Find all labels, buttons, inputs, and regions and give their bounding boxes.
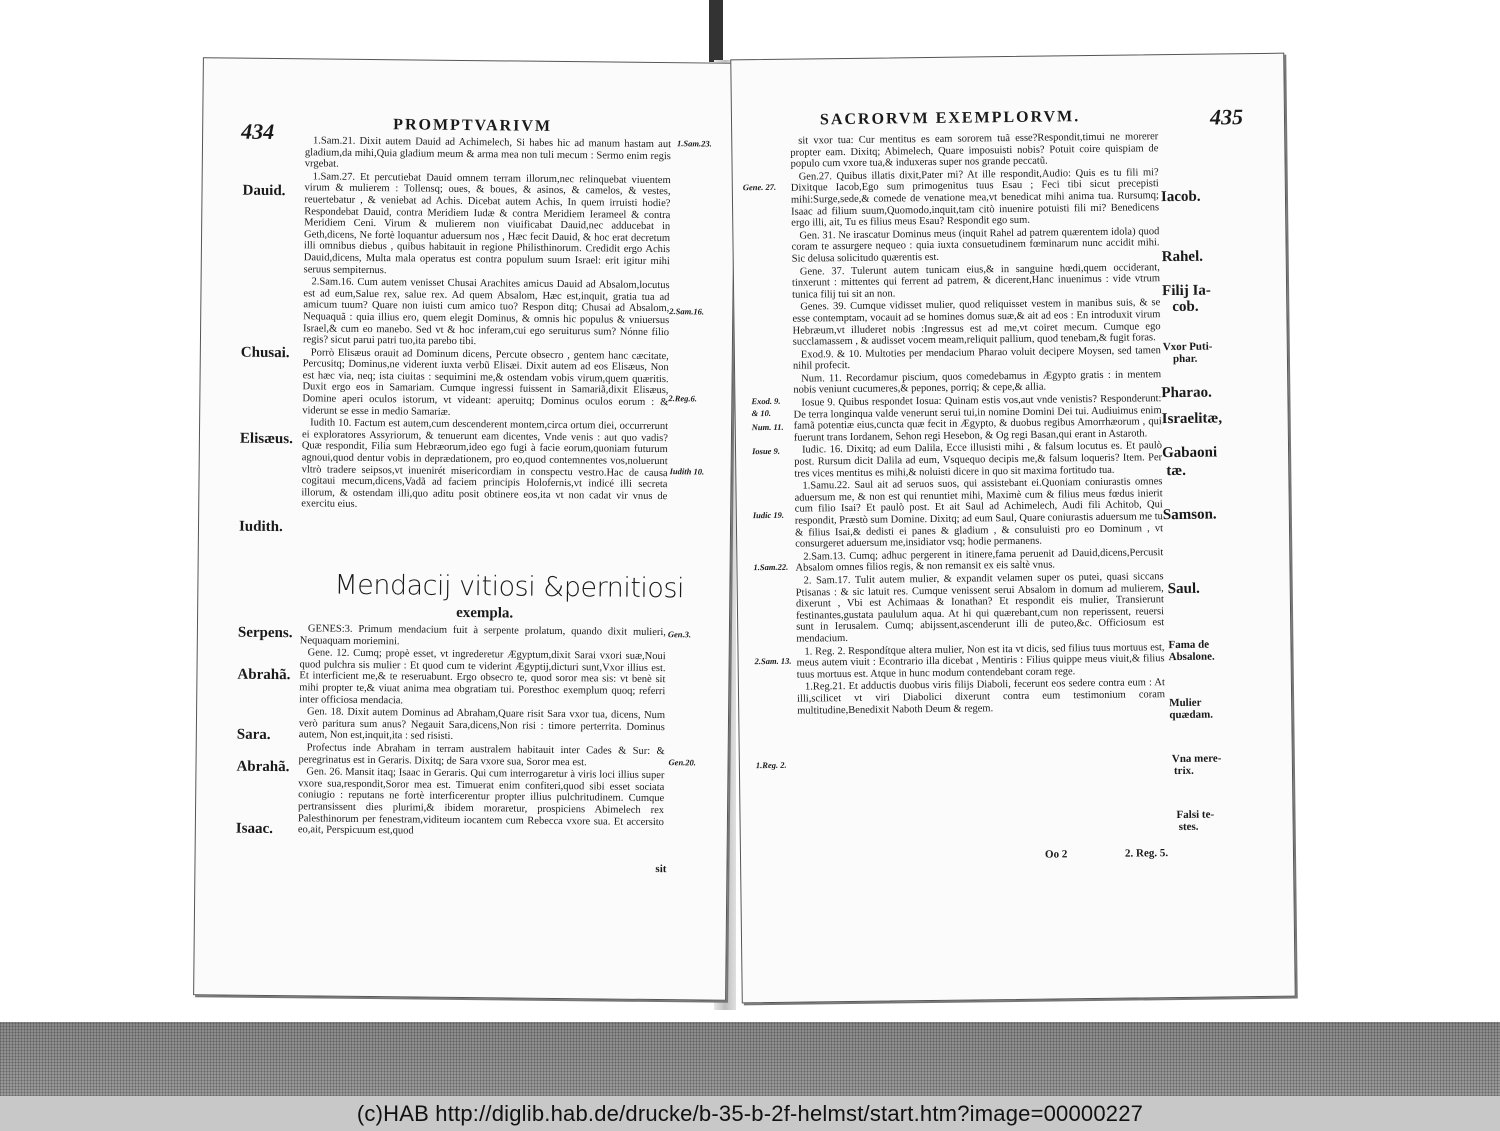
margin-ref: Iudic 19. [752,509,785,521]
margin-name: tæ. [1166,462,1186,480]
running-head: SACRORVM EXEMPLORVM. [819,108,1081,129]
margin-ref: 2.Reg.6. [668,393,698,404]
margin-name: Filij Ia- [1162,282,1211,300]
margin-name: Fama de [1168,638,1210,652]
margin-name: stes. [1178,820,1199,833]
signature-mark: Oo 2 [1044,848,1068,861]
margin-ref: Iosue 9. [751,445,780,457]
catchword: 2. Reg. 5. [1124,847,1169,860]
paragraph: 2. Sam.17. Tulit autem mulier, & expandit velamen super os putei, quasi siccans Ptisanas : & sic latuit res. Cumque venissent serui Absalom in domum ad mulierem, dixerunt , Vbi est Achimaas & Ionathan? Et respondit eis mulier, Transierunt festinantes,gustata paululum aqua. At hi qui quærebant,cum non reperissent, reuersi sunt in Ierusalem. Cumq; abijssent,ascenderunt illi de puteo,&c. Officiosum est mendacium. [795,571,1165,645]
paragraph: 1. Reg. 2. Respondítque altera mulier, Non est ita vt dicis, sed filius tuus mortuus est, meus autem viuit : Econtrario illa dicebat , Mentiris : Filius quippe meus viuit,& filius tuus mortuus est. Atque in hunc modum contendebant coram rege. [796,641,1165,681]
margin-name: cob. [1172,298,1199,316]
paragraph: 2.Sam.16. Cum autem venisset Chusai Arachites amicus Dauid ad Absalom,locutus est ad eum,Salue rex, salue rex. Ad quem Absalom, Hæc est,inquit, gratia tua ad amicum tuum? Quare non iuisti cum amico tuo? Respon ditq; Chusai ad Absalom, Nequaquã : quia illius ero, quem elegit Dominus, & omnis hic populus & vniuersus Israel,& cum eo manebo. Sed vt & hoc inferam,cui ego seruiturus sum? Nónne filio regis? sicut parui patri tuo,ita parebo tibi. [302,276,670,348]
paragraph: Gen. 31. Ne irascatur Dominus meus (inquit Rahel ad patrem quærentem idola) quod coram te assurgere nequeo : quia iuxta consuetudinem fœminarum nunc accidit mihi. Sic delusa solicitudo quærentis est. [791,225,1160,265]
margin-ref: 1.Reg. 2. [755,759,787,771]
paragraph: Gene. 37. Tulerunt autem tunicam eius,& in sanguine hœdi,quem occiderant, tinxerunt : mittentes qui ferrent ad patrem, & dicerent,Hanc inuenimus : vide vtrum tunica filij tui sit an non. [791,261,1161,301]
paragraph: Gen. 26. Mansit itaq; Isaac in Geraris. Qui cum interrogaretur à viris loci illius super vxore sua,respondit,Soror mea est. Timuerat enim confiteri,quod sibi esset sociata coniugio : reputans ne fortè interficerentur propter illius pulchritudinem. Cumque pertransissent dies plurimi,& ibidem moraretur, prospiciens Abimelech rex Palesthinorum per fenestram,viditeum iocantem cum Rebecca vxore sua. Et accersito eo,ait, Perspicuum est,quod [297,766,665,837]
margin-name: Iudith. [238,518,283,536]
margin-name: Israelitæ, [1161,410,1223,428]
paragraph: Exod.9. & 10. Multoties per mendacium Pharao voluit decipere Moysen, sed tamen nihil profecit. [792,344,1161,372]
margin-name: Serpens. [237,624,293,642]
margin-name: Abrahã. [237,666,291,684]
margin-ref: & 10. [751,407,772,419]
margin-ref: 1.Sam.23. [676,138,712,149]
catchword: sit [655,863,667,876]
right-page [730,53,1295,1004]
running-head: PROMPTVARIVM [393,116,553,135]
paragraph: Profectus inde Abraham in terram australem habitauit inter Cades & Sur: & peregrinatus est in Geraris. Dixitq; de Sara vxore sua, Soror mea est. [298,742,665,768]
margin-name: Falsi te- [1176,808,1215,822]
margin-ref: Gen.20. [668,757,697,768]
paragraph: Genes. 39. Cumque vidisset mulier, quod reliquisset vestem in manibus suis, & se esse contemptam, vocauit ad se homines domus suæ,& ait ad eos : En introduxit virum Hebræum,vt illuderet nobis :Ingressus est ad me,vt coiret mecum. Cumque ego succlamassem , & audisset vocem meam,reliquit pallium, quod tenebam,& fugit foras. [792,297,1161,348]
page-number: 435 [1209,104,1244,130]
margin-ref: 2.Sam. 13. [754,655,792,667]
paragraph: Porrò Elisæus orauit ad Dominum dicens, Percute obsecro , gentem hanc cæcitate, Percusitq; Dominus,ne viderent iuxta verbũ Elisæi. Dixit autem ad eos Elisæus, Non est hæc via, neq; ista ciuitas : sequimini me,& ostendam vobis virum,quem quæritis. Duxit ergo eos in Samariam. Cumque ingressi fuissent in Samariã,dixit Elisæus, Domine aperi oculos istorum, vt videant: aperuitq; Dominus oculos eorum : & viderunt se esse in medio Samariæ. [302,347,669,418]
margin-name: Vxor Puti- [1162,340,1213,354]
margin-ref: Exod. 9. [751,395,781,407]
paragraph: Gen. 18. Dixit autem Dominus ad Abraham,Quare risit Sara vxor tua, dicens, Num verò paritura sum anus? Negauit Sara,dicens,Non risi : timore perterrita. Dominus autem, Non est,inquit,ita : sed risisti. [298,706,666,743]
margin-name: Gabaoni [1161,444,1218,462]
margin-ref: Iudith 10. [669,466,705,477]
margin-name: Samson. [1162,506,1217,524]
section-heading: Mendacij vitiosi &pernitiosi [334,569,685,605]
margin-ref: Gene. 27. [742,181,777,193]
margin-name: Abrahã. [236,758,290,776]
margin-name: Mulier [1169,696,1202,710]
margin-name: Dauid. [242,182,286,200]
margin-name: Absalone. [1168,650,1215,664]
margin-ref: Gen.3. [667,629,692,640]
margin-name: Saul. [1167,580,1200,598]
margin-name: Pharao. [1161,384,1212,402]
paragraph: Iudith 10. Factum est autem,cum descenderent montem,circa ortum diei, occurrerunt ei exploratores Assyriorum, & tenuerunt eam dicentes, Vnde venis : aut quo vadis? Quæ respondit, Filia sum Hebræorum,ideo ego fugi à facie eorum,quoniam futurum agnoui,quod dentur vobis in deprædationem, pro eo,quod contemnentes vos,noluerunt vltrò tradere seipsos,vt inuenirét misericordiam in conspectu vestro.Hac de causa cogitaui mecum,dicens,Vadã ad faciem principis Holofernis,vt indicé illi secreta illorum, & ostendam illi,quo aditu posit obtinere eos,ita vt non cadat vir vnus de exercitu eius. [301,417,669,511]
left-text-column [301,135,671,515]
binding-gutter [709,0,723,62]
margin-name: Rahel. [1161,248,1204,266]
paragraph: 2.Sam.13. Cumq; adhuc pergerent in itinere,fama peruenit ad Dauid,dicens,Percusit Absalom omnes filios regis, & non remansit ex eis saltè vnus. [795,546,1164,575]
left-page [193,57,736,1001]
paragraph: 1.Sam.27. Et percutiebat Dauid omnem terram illorum,nec relinquebat viuentem virum & mulierem : Tollensq; oues, & boues, & asinos, & camelos, & vestes, reuertebatur , & veniebat ad Achis. Dicebat autem Achis, In quem irruisti hodie? Respondebat Dauid, contra Meridiem Iudæ & contra Meridiem Ierameel & contra Meridiem Ceni. Virum & mulierem non viuificabat Dauid,nec adducebat in Geth,dicens, Ne fortè loquantur aduersum nos , Hæc fecit Dauid, & hoc erat decretum illi omnibus diebus , quibus habitauit in regione Philisthinorum. Credidit ergo Achis Dauid,dicens, Multa mala operatus est contra populum suum Israel: erit igitur mihi seruus sempiternus. [303,171,671,276]
margin-name: trix. [1173,764,1194,778]
paragraph: sit vxor tua: Cur mentitus es eam sororem tuã esse?Respondit,timui ne morerer propter eam. Dixitq; Abimelech, Quare imposuisti nobis? Potuit coire quispiam de populo cum vxore tua,& induxeras super nos grande peccatũ. [790,131,1159,170]
margin-name: Iacob. [1160,188,1201,206]
copyright-url-text: (c)HAB http://diglib.hab.de/drucke/b-35-b-2f-helmst/start.htm?image=00000227 [356,1100,1144,1126]
margin-name: phar. [1172,352,1198,366]
left-section-column [298,623,666,841]
paragraph: 1.Sam.21. Dixit autem Dauid ad Achimelech, Si habes hic ad manum hastam aut gladium,da mihi,Quia gladium meum & arma mea non tuli mecum : Sermo enim regis vrgebat. [304,135,672,170]
paragraph: 1.Samu.22. Saul ait ad seruos suos, qui assistebant ei.Quoniam coniurastis omnes aduersum me, & non est qui renuntiet mihi, Maximè cum & filius meus fœdus inierit cum filio Isai? Et paulò post. Et ait Saul ad Achimelech, Audi fili Achitob, Qui respondit, Præstò sum Domine. Dixitq; ad eum Saul, Quare coniurastis aduersum me tu & filius Isai,& dedisti ei panes & gladium , & consuluisti pro eo Dominum , vt consurgeret aduersum me,insidiator vsq; hodie permanens. [794,476,1164,550]
page-number: 434 [241,118,275,144]
margin-ref: 2.Sam.16. [669,306,705,317]
paragraph: Gene. 12. Cumq; propè esset, vt ingrederetur Ægyptum,dixit Sarai vxori suæ,Noui quod pulchra sis mulier : Et quod cum te viderint Ægyptij,dicturi sunt,Vxor illius est. Et interficient me,& te reseruabunt. Ergo obsecro te, quod soror mea sis: vt benè sit mihi propter te,& viuat anima mea obgratiam tui. Poresthoc exemplum quoq; referri inter officiosa mendacia. [299,647,666,706]
margin-name: Chusai. [240,344,290,362]
copyright-footer [0,1096,1500,1131]
margin-name: quædam. [1169,708,1214,722]
paragraph: Gen.27. Quibus illatis dixit,Pater mi? At ille respondit,Audio: Quis es tu fili mi? Dixitque Iacob,Ego sum primogenitus tuus Esau ; Feci tibi sicut precepisti mihi:Surge,sede,& comede de venatione mea,vt benedicat mihi anima tua. Rursumq; Isaac ad filium suum,Quomodo,inquit,tam citò inuenire potuisti fili mi? Benedicens ergo illi, ait, Tu es filius meus Esau? Respondit ego sum. [790,166,1160,229]
margin-name: Elisæus. [239,430,293,448]
right-text-column [790,131,1165,718]
margin-ref: 1.Sam.22. [753,561,789,573]
paragraph: GENES:3. Primum mendacium fuit à serpente prolatum, quando dixit mulieri, Nequaquam moriemini. [299,623,666,647]
section-subheading: exempla. [456,604,514,622]
margin-name: Isaac. [235,820,274,838]
scanner-bed [0,1022,1500,1096]
margin-name: Sara. [236,726,271,743]
margin-ref: Num. 11. [751,421,784,433]
paragraph: 1.Reg.21. Et adductis duobus viris filijs Diaboli, fecerunt eos sedere contra eum : At illi,scilicet vt viri Diabolici dixerunt contra eum testimonium coram multitudine,Benedixit Naboth Deum & regem. [797,677,1166,717]
paragraph: Iosue 9. Quibus respondet Iosua: Quinam estis vos,aut vnde venistis? Responderunt: De terra longinqua valde venerunt serui tui,in nomine Domini Dei tui. Audiuimus enim famã potentiæ eius,cuncta quæ fecit in Ægypto, & duobus regibus Amorrhæorum , qui fuerunt trans Iordanem, Sehon regi Hesebon, & Og regi Basan,qui erant in Astaroth. [793,393,1162,444]
paragraph: Num. 11. Recordamur piscium, quos comedebamus in Ægypto gratis : in mentem nobis veniunt cucumeres,& pepones, porriq; & cepe,& allia. [793,369,1162,397]
margin-name: Vna mere- [1171,752,1222,766]
paragraph: Iudic. 16. Dixitq; ad eum Dalila, Ecce illusisti mihi , & falsum locutus es. Et paulò post. Rursum dicit Dalila ad eum, Vsquequo decipis me,& falsum loqueris? Item. Per tres vices mentitus es mihi,& noluisti dicere in quo sit maxima fortitudo tua. [794,440,1163,480]
